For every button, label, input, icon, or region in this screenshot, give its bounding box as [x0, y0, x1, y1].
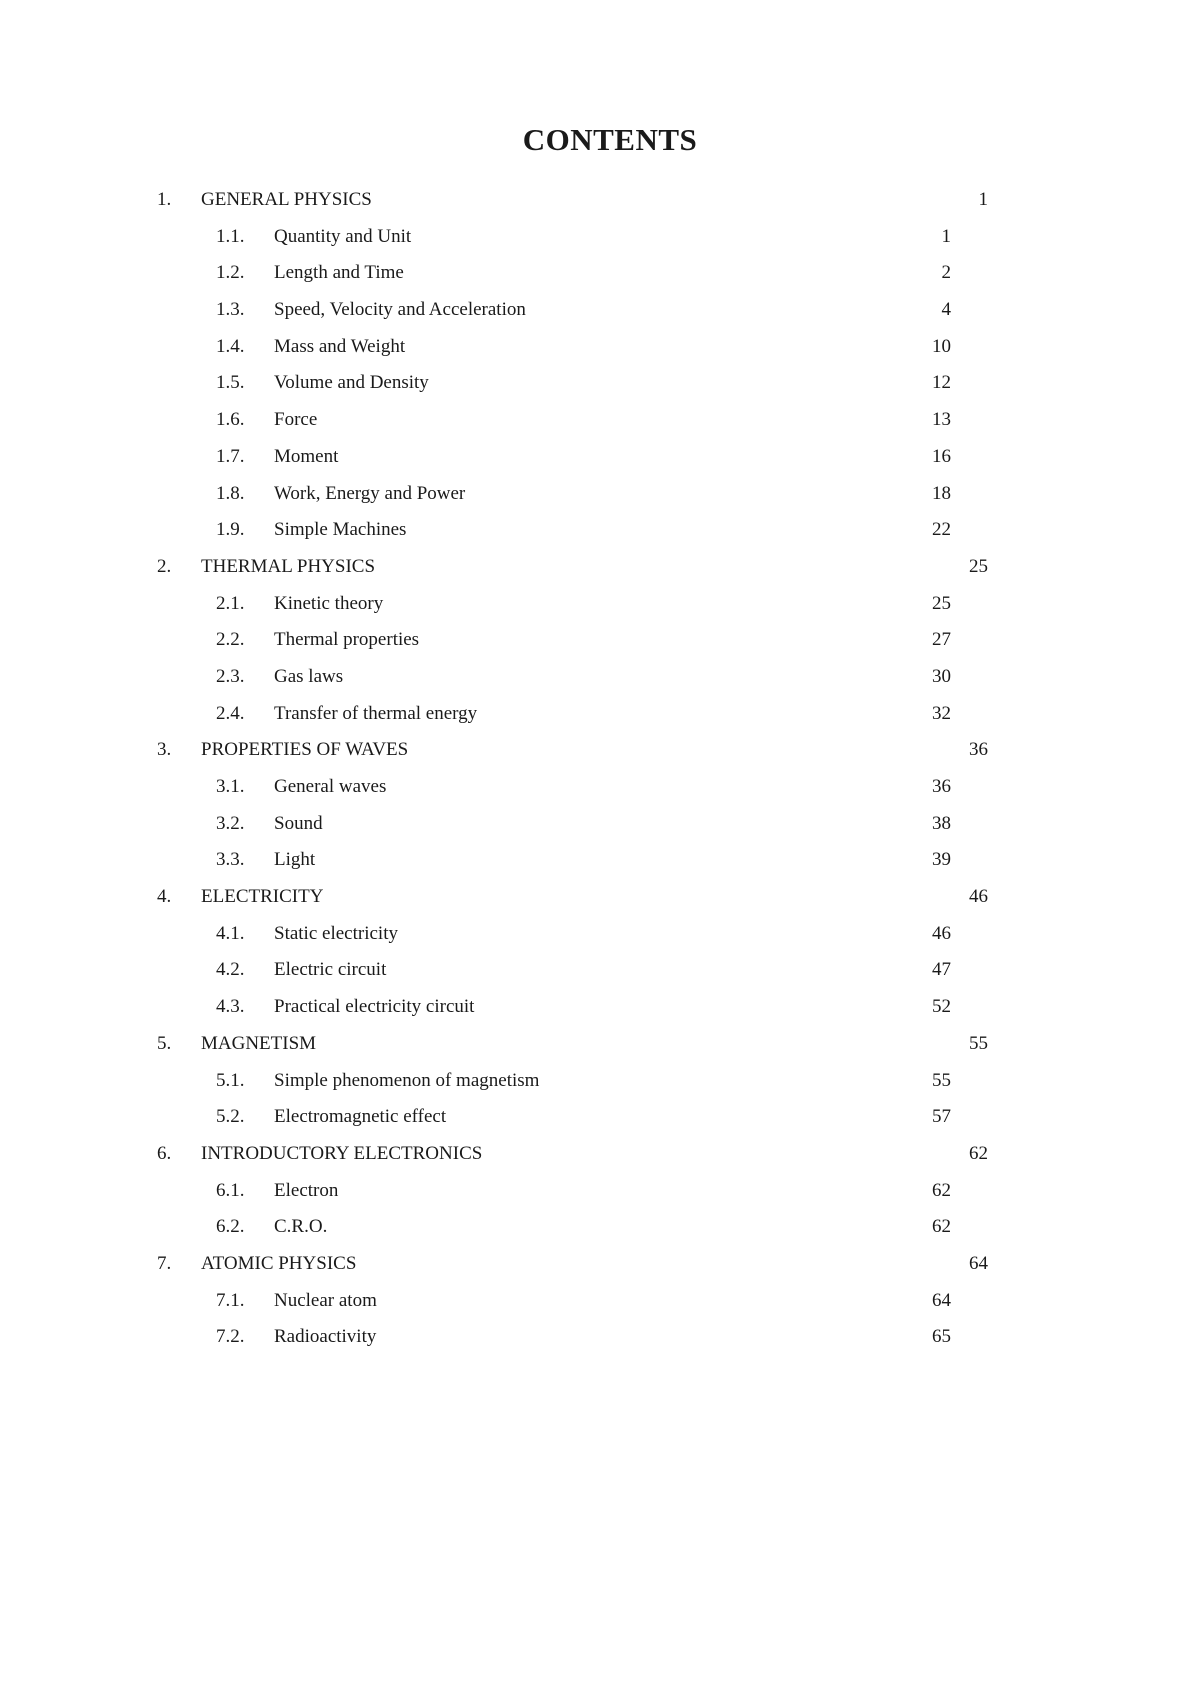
section-number: 3.3.: [216, 849, 245, 871]
toc-section-row: [0, 622, 1200, 659]
section-number: 6.1.: [216, 1179, 245, 1201]
section-page-number: 2: [941, 262, 951, 284]
section-page-number: 57: [932, 1106, 951, 1128]
section-page-number: 22: [932, 519, 951, 541]
toc-section-row: [0, 1209, 1200, 1246]
toc-section-row: [0, 806, 1200, 843]
chapter-number: 5.: [157, 1032, 172, 1054]
toc-section-row: [0, 219, 1200, 256]
section-number: 3.1.: [216, 776, 245, 797]
section-title: Light: [274, 849, 316, 871]
toc-chapter-row: [0, 879, 1200, 916]
chapter-title: GENERAL PHYSICS: [201, 189, 372, 210]
section-number: 1.2.: [216, 262, 245, 284]
section-page-number: 62: [932, 1179, 951, 1201]
section-number: 7.1.: [216, 1289, 245, 1311]
section-number: 1.1.: [216, 225, 245, 247]
section-page-number: 47: [932, 959, 951, 981]
chapter-number: 3.: [157, 739, 172, 761]
section-page-number: 39: [932, 849, 951, 871]
chapter-title: ELECTRICITY: [201, 886, 324, 908]
toc-section-row: [0, 255, 1200, 292]
toc-section-row: [0, 329, 1200, 366]
toc-section-row: [0, 769, 1200, 806]
section-number: 5.1.: [216, 1069, 245, 1091]
toc-section-row: [0, 659, 1200, 696]
toc-section-row: [0, 916, 1200, 953]
section-page-number: 32: [932, 702, 951, 724]
toc-section-row: [0, 512, 1200, 549]
toc-chapter-row: [0, 732, 1200, 769]
toc-section-row: [0, 476, 1200, 513]
section-title: Radioactivity: [274, 1326, 377, 1348]
section-number: 6.2.: [216, 1216, 245, 1238]
chapter-number: 2.: [157, 555, 172, 577]
section-title: Static electricity: [274, 922, 398, 944]
toc-section-row: [0, 439, 1200, 476]
toc-section-row: [0, 842, 1200, 879]
section-title: Gas laws: [274, 665, 344, 687]
section-page-number: 65: [932, 1326, 951, 1348]
section-page-number: 64: [932, 1289, 951, 1311]
chapter-title: PROPERTIES OF WAVES: [201, 739, 409, 761]
chapter-page-number: 55: [969, 1032, 988, 1054]
section-title: Mass and Weight: [274, 335, 406, 357]
section-page-number: 25: [932, 592, 951, 614]
section-number: 1.3.: [216, 299, 245, 321]
section-title: Simple phenomenon of magnetism: [274, 1069, 540, 1091]
section-page-number: 4: [941, 299, 951, 321]
section-title: Speed, Velocity and Acceleration: [274, 299, 526, 321]
section-title: Thermal properties: [274, 629, 420, 651]
section-page-number: 13: [932, 409, 951, 431]
toc-section-row: [0, 292, 1200, 329]
section-number: 3.2.: [216, 812, 245, 834]
section-number: 2.1.: [216, 592, 245, 614]
section-page-number: 46: [932, 922, 951, 944]
section-page-number: 52: [932, 996, 951, 1018]
toc-section-row: [0, 586, 1200, 623]
section-number: 1.8.: [216, 482, 245, 504]
toc-section-row: [0, 696, 1200, 733]
section-title: General waves: [274, 776, 387, 797]
section-title: Nuclear atom: [274, 1289, 377, 1311]
toc-section-row: [0, 1283, 1200, 1320]
section-number: 5.2.: [216, 1106, 245, 1128]
chapter-page-number: 36: [969, 739, 988, 761]
section-page-number: 1: [941, 225, 951, 247]
section-title: Force: [274, 409, 318, 431]
section-title: Practical electricity circuit: [274, 996, 475, 1018]
section-title: Quantity and Unit: [274, 225, 412, 247]
section-title: Kinetic theory: [274, 592, 384, 614]
section-page-number: 62: [932, 1216, 951, 1238]
toc-chapter-row: [0, 1136, 1200, 1173]
toc-section-row: [0, 1063, 1200, 1100]
chapter-number: 1.: [157, 189, 172, 210]
toc-section-row: [0, 989, 1200, 1026]
section-number: 4.3.: [216, 996, 245, 1018]
chapter-page-number: 62: [969, 1142, 988, 1164]
chapter-title: MAGNETISM: [201, 1032, 317, 1054]
chapter-page-number: 1: [978, 189, 988, 210]
toc-section-row: [0, 402, 1200, 439]
toc-chapter-row: [0, 1026, 1200, 1063]
section-number: 2.2.: [216, 629, 245, 651]
section-page-number: 30: [932, 665, 951, 687]
table-of-contents: [0, 182, 1200, 1356]
section-title: Electromagnetic effect: [274, 1106, 447, 1128]
chapter-title: INTRODUCTORY ELECTRONICS: [201, 1142, 483, 1164]
section-number: 1.7.: [216, 445, 245, 467]
chapter-title: ATOMIC PHYSICS: [201, 1252, 357, 1274]
section-title: Simple Machines: [274, 519, 407, 541]
section-title: Moment: [274, 445, 339, 467]
toc-section-row: [0, 1099, 1200, 1136]
section-page-number: 38: [932, 812, 951, 834]
section-title: Length and Time: [274, 262, 404, 284]
section-number: 2.3.: [216, 665, 245, 687]
section-number: 7.2.: [216, 1326, 245, 1348]
section-page-number: 12: [932, 372, 951, 394]
section-page-number: 18: [932, 482, 951, 504]
section-page-number: 16: [932, 445, 951, 467]
section-number: 1.6.: [216, 409, 245, 431]
toc-section-row: [0, 952, 1200, 989]
chapter-number: 4.: [157, 886, 172, 908]
toc-section-row: [0, 1319, 1200, 1356]
section-title: Sound: [274, 812, 323, 834]
toc-section-row: [0, 365, 1200, 402]
toc-section-row: [0, 1173, 1200, 1210]
chapter-number: 6.: [157, 1142, 172, 1164]
section-number: 4.2.: [216, 959, 245, 981]
toc-chapter-row: [0, 182, 1200, 219]
chapter-page-number: 25: [969, 555, 988, 577]
section-page-number: 55: [932, 1069, 951, 1091]
section-page-number: 36: [932, 776, 951, 797]
toc-chapter-row: [0, 549, 1200, 586]
section-number: 1.4.: [216, 335, 245, 357]
section-page-number: 10: [932, 335, 951, 357]
page-title: CONTENTS: [522, 122, 698, 157]
section-title: C.R.O.: [274, 1216, 328, 1238]
chapter-page-number: 46: [969, 886, 988, 908]
chapter-title: THERMAL PHYSICS: [201, 555, 376, 577]
section-page-number: 27: [932, 629, 951, 651]
chapter-number: 7.: [157, 1252, 172, 1274]
section-title: Electron: [274, 1179, 339, 1201]
section-title: Electric circuit: [274, 959, 387, 981]
section-title: Transfer of thermal energy: [274, 702, 478, 724]
section-number: 1.5.: [216, 372, 245, 394]
chapter-page-number: 64: [969, 1252, 988, 1274]
section-title: Work, Energy and Power: [274, 482, 466, 504]
section-title: Volume and Density: [274, 372, 429, 394]
section-number: 4.1.: [216, 922, 245, 944]
section-number: 1.9.: [216, 519, 245, 541]
section-number: 2.4.: [216, 702, 245, 724]
toc-chapter-row: [0, 1246, 1200, 1283]
